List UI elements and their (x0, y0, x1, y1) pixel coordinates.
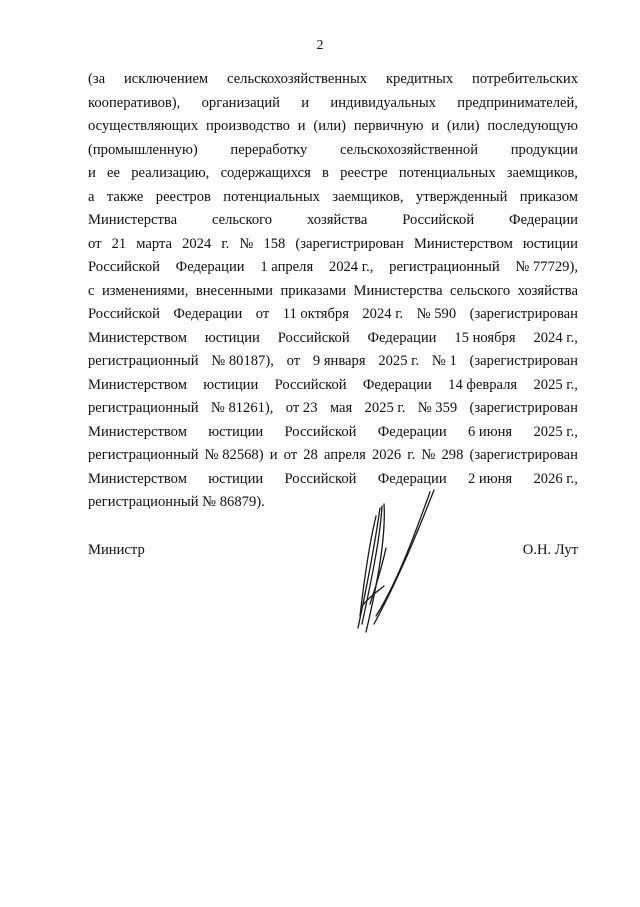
word: от (283, 447, 298, 463)
word: осуществляющих (88, 118, 199, 134)
word: Федерации (509, 212, 578, 228)
word: внесенными (195, 282, 273, 299)
word: сельского (450, 282, 511, 299)
word: (зарегистрирован (469, 400, 578, 416)
word: 2026 г., (533, 470, 578, 487)
word: (или) (313, 118, 347, 134)
word: изменениями, (101, 282, 189, 299)
word: организаций (201, 94, 280, 111)
word: регистрационный (88, 400, 199, 416)
word: юстиции (522, 235, 578, 252)
word: юстиции (204, 329, 260, 346)
word: от (255, 306, 270, 322)
word: марта (136, 235, 172, 252)
word: 2025 г. (378, 353, 420, 369)
word: мая (329, 400, 353, 416)
word: Федерации (377, 470, 447, 487)
word: 2024 г., (533, 329, 578, 346)
word: № (421, 447, 436, 463)
word: (за (88, 71, 106, 87)
word: и (269, 447, 278, 463)
word: № (239, 235, 254, 252)
word: № 1 (431, 353, 457, 369)
word: реализацию, (131, 165, 210, 181)
word: регистрационный (88, 353, 199, 369)
word: 2024 (182, 235, 212, 252)
paragraph-line (88, 92, 578, 116)
paragraph-line (88, 444, 578, 468)
word: Российской (277, 329, 350, 346)
word: приказом (519, 188, 578, 205)
word: № 359 (417, 400, 458, 416)
handwritten-signature (340, 486, 440, 634)
word: г. (407, 447, 416, 463)
word: Министерства (88, 212, 178, 228)
word: от (286, 353, 301, 369)
word: также (106, 188, 144, 205)
word: предпринимателей, (457, 94, 578, 111)
word: 2024 г. (362, 306, 404, 322)
word: потенциальных (398, 165, 496, 181)
word: продукции (510, 141, 578, 158)
word: регистрационный (88, 447, 199, 463)
word: юстиции (203, 376, 259, 393)
word: и (431, 118, 440, 134)
word: 298 (441, 447, 464, 463)
word: Российской (284, 470, 357, 487)
word: (или) (446, 118, 480, 134)
word: приказами (280, 282, 347, 299)
word: юстиции (208, 470, 264, 487)
word: Российской (284, 423, 357, 440)
word: а (88, 188, 95, 205)
word: Министерством (413, 235, 513, 252)
word: г. (221, 235, 230, 252)
word: 6 июня (467, 423, 513, 440)
word: Федерации (175, 259, 245, 275)
word: Министерством (88, 376, 187, 393)
word: 14 февраля (448, 376, 518, 393)
paragraph-line (88, 256, 578, 280)
paragraph-line (88, 397, 578, 421)
word: № 590 (416, 306, 457, 322)
word: 2025 г., (533, 376, 578, 393)
word: Министерством (88, 423, 187, 440)
word: Российской (88, 306, 160, 322)
word: № 80187), (211, 353, 274, 369)
word: регистрационный № 86879). (88, 494, 265, 510)
word: (зарегистрирован (469, 306, 578, 322)
word: в (322, 165, 329, 181)
word: реестре (340, 165, 388, 181)
word: первичную (353, 118, 424, 134)
paragraph-line (88, 303, 578, 327)
word: регистрационный (389, 259, 500, 275)
paragraph-line (88, 327, 578, 351)
word: ее (107, 165, 121, 181)
paragraph-line (88, 115, 578, 139)
word: содержащихся (220, 165, 311, 181)
word: юстиции (208, 423, 264, 440)
page-number: 2 (316, 38, 324, 53)
word: 158 (263, 235, 286, 252)
word: Федерации (377, 423, 447, 440)
paragraph-line (88, 374, 578, 398)
word: № 81261), (210, 400, 274, 416)
word: (зарегистрирован (469, 353, 578, 369)
signature-block (88, 538, 578, 562)
word: хозяйства (517, 282, 578, 299)
word: 15 ноября (454, 329, 516, 346)
word: индивидуальных (330, 94, 436, 111)
word: последующую (487, 118, 578, 134)
word: 11 октября (282, 306, 349, 322)
word: потребительских (472, 71, 578, 87)
word: Федерации (173, 306, 243, 322)
word: заемщиков, (332, 188, 404, 205)
word: от (88, 235, 102, 252)
word: Российской (88, 259, 160, 275)
word: производство (205, 118, 290, 134)
paragraph-line (88, 68, 578, 92)
word: 2 июня (467, 470, 513, 487)
word: потенциальных (223, 188, 320, 205)
word: Российской (274, 376, 347, 393)
paragraph-line (88, 280, 578, 304)
word: Министерства (353, 282, 443, 299)
word: (промышленную) (88, 141, 198, 158)
word: и (301, 94, 310, 111)
word: Министерством (88, 470, 187, 487)
word: (зарегистрирован (469, 447, 578, 463)
word: и (88, 165, 96, 181)
word: сельского (211, 212, 273, 228)
word: № 77729), (515, 259, 578, 275)
word: 2025 г. (364, 400, 406, 416)
word: сельскохозяйственных (227, 71, 368, 87)
paragraph-line (88, 186, 578, 210)
word: хозяйства (306, 212, 368, 228)
paragraph-line (88, 491, 578, 515)
word: Российской (402, 212, 475, 228)
word: от 23 (285, 400, 318, 416)
word: 2024 г., (328, 259, 374, 275)
signer-position: Министр (88, 542, 145, 558)
word: реестров (155, 188, 211, 205)
word: заемщиков, (506, 165, 578, 181)
word: (зарегистрирован (295, 235, 404, 252)
word: переработку (230, 141, 308, 158)
word: Министерством (88, 329, 187, 346)
word: с (88, 282, 95, 299)
paragraph-line (88, 468, 578, 492)
paragraph-line (88, 421, 578, 445)
body-text (88, 68, 578, 515)
paragraph-line (88, 162, 578, 186)
word: и (297, 118, 306, 134)
paragraph-line (88, 209, 578, 233)
word: Федерации (362, 376, 432, 393)
paragraph-line (88, 350, 578, 374)
word: апреля (323, 447, 366, 463)
word: № 82568) (204, 447, 264, 463)
word: 9 января (312, 353, 366, 369)
word: 1 апреля (260, 259, 314, 275)
word: 28 (303, 447, 318, 463)
word: кооперативов), (88, 94, 181, 111)
word: исключением (124, 71, 209, 87)
paragraph-line (88, 139, 578, 163)
word: Федерации (367, 329, 437, 346)
word: 2026 (371, 447, 402, 463)
word: 2025 г., (533, 423, 578, 440)
paragraph-line (88, 233, 578, 257)
word: сельскохозяйственной (340, 141, 479, 158)
word: 21 (111, 235, 127, 252)
signer-name: О.Н. Лут (522, 542, 578, 558)
word: кредитных (385, 71, 454, 87)
word: утвержденный (415, 188, 508, 205)
